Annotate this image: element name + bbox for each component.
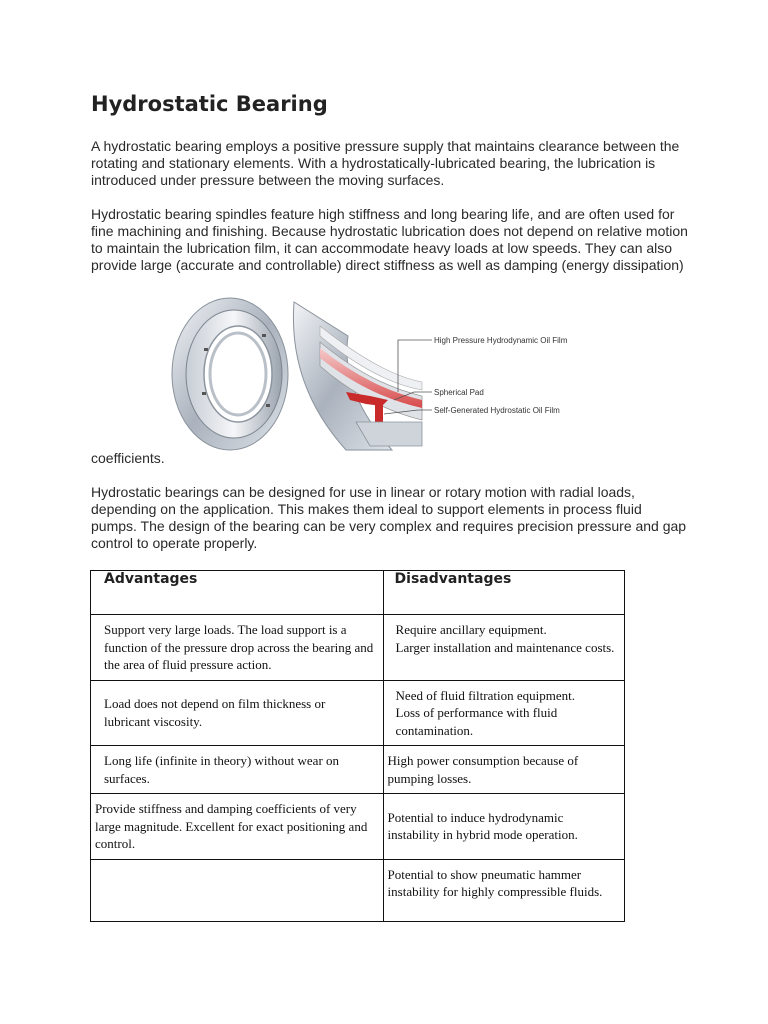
coefficients-text: coefficients.: [91, 450, 165, 466]
callout-pad: Spherical Pad: [434, 388, 484, 397]
bearing-illustration: [170, 296, 568, 454]
disadvantage-cell: [383, 615, 624, 681]
disadvantages-header: Disadvantages: [383, 571, 624, 615]
design-paragraph: Hydrostatic bearings can be designed for use in linear or rotary motion with radial loads, depending on the application. This makes them ideal to support elements in process fluid pumps. The design of the bearing can be very complex and requires precision pressure and gap control to operate properly.: [91, 484, 687, 551]
disadvantage-line: Need of fluid filtration equipment.: [395, 687, 575, 703]
disadvantage-cell: High power consumption because of pumping losses.: [383, 746, 624, 794]
spindles-paragraph: Hydrostatic bearing spindles feature high stiffness and long bearing life, and are often used for fine machining and finishing. Because hydrostatic lubrication does not depend on relative motion to maintain the lubrication film, it can accommodate heavy loads at low speeds. They can also provide large (accurate and controllable) direct stiffness as well as damping (energy dissipation): [91, 206, 688, 273]
advantage-cell: Long life (infinite in theory) without wear on surfaces.: [91, 746, 384, 794]
disadvantage-cell: Potential to show pneumatic hammer instability for highly compressible fluids.: [383, 859, 624, 921]
disadvantage-cell: Potential to induce hydrodynamic instability in hybrid mode operation.: [383, 794, 624, 860]
table-header-row: [91, 571, 625, 615]
advantages-header: Advantages: [91, 571, 384, 615]
disadvantage-line: Larger installation and maintenance costs.: [395, 639, 615, 655]
callout-self: Self-Generated Hydrostatic Oil Film: [434, 406, 560, 415]
callout-film: High Pressure Hydrodynamic Oil Film: [434, 336, 568, 345]
disadvantage-line: Require ancillary equipment.: [395, 622, 547, 637]
bearing-cutaway-image: [293, 302, 422, 450]
advantages-table: [90, 570, 625, 922]
page-title: Hydrostatic Bearing: [91, 92, 328, 116]
table-row: [91, 680, 625, 746]
bearing-figure: [170, 296, 568, 454]
advantage-cell: Support very large loads. The load support is a function of the pressure drop across the bearing and the area of fluid pressure action.: [91, 615, 384, 681]
advantage-cell: [91, 859, 384, 921]
bearing-ring-image: [172, 298, 288, 450]
table-row: [91, 615, 625, 681]
advantage-cell: Load does not depend on film thickness or lubricant viscosity.: [91, 680, 384, 746]
disadvantage-line: Loss of performance with fluid contamination.: [395, 705, 558, 738]
table-row: [91, 859, 625, 921]
advantage-cell: Provide stiffness and damping coefficients of very large magnitude. Excellent for exact positioning and control.: [91, 794, 384, 860]
intro-paragraph: A hydrostatic bearing employs a positive pressure supply that maintains clearance between the rotating and stationary elements. With a hydrostatically-lubricated bearing, the lubrication is introduced under pressure between the moving surfaces.: [91, 138, 680, 188]
disadvantage-cell: [383, 680, 624, 746]
table-row: [91, 746, 625, 794]
table-row: [91, 794, 625, 860]
